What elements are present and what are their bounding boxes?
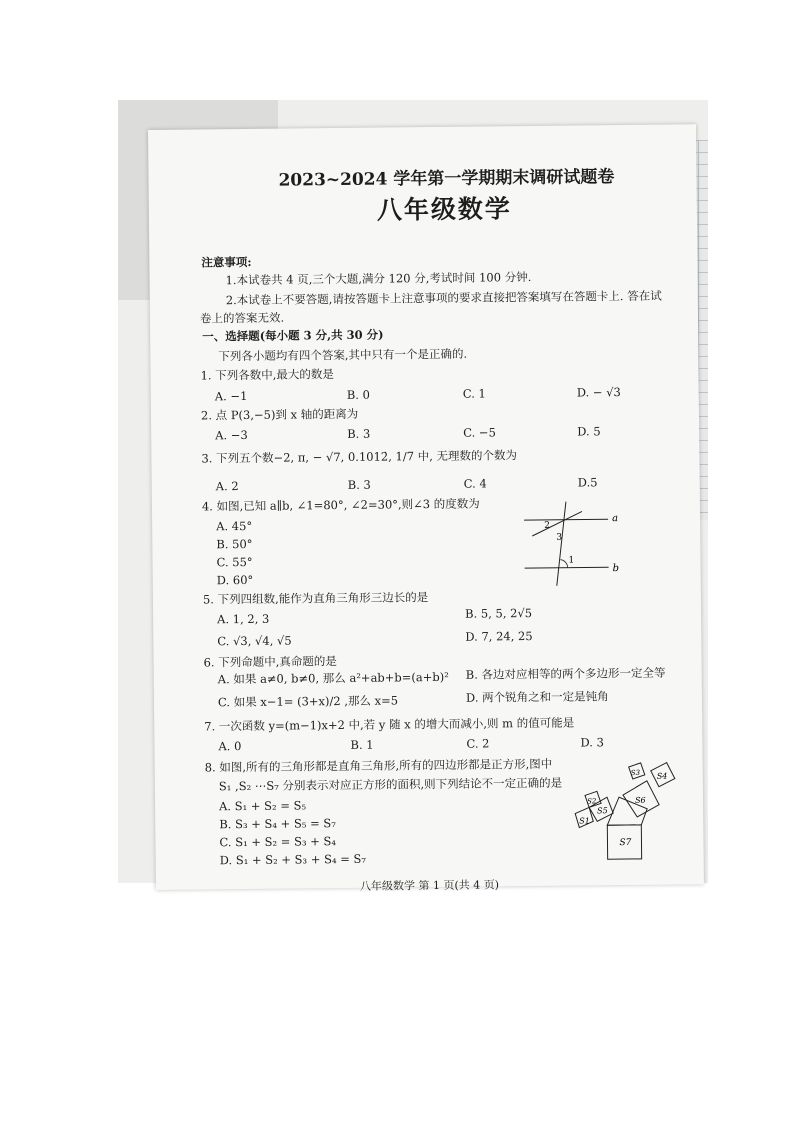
label-s5: S5 — [597, 806, 608, 816]
q7-option-d: D. 3 — [580, 735, 604, 750]
q3-option-a: A. 2 — [215, 479, 239, 494]
q8-stem-line-2: S₁ ,S₂ ⋯S₇ 分别表示对应正方形的面积,则下列结论不一定正确的是 — [218, 775, 563, 794]
label-s6: S6 — [635, 795, 646, 805]
angle-2-label: 2 — [544, 520, 550, 531]
page-footer: 八年级数学 第 1 页(共 4 页) — [359, 878, 500, 893]
q5-stem: 5. 下列四组数,能作为直角三角形三边长的是 — [202, 590, 429, 607]
angle-arc — [561, 560, 568, 568]
line-b — [525, 567, 609, 568]
q8-option-d: D. S₁ + S₂ + S₃ + S₄ = S₇ — [219, 851, 367, 868]
q1-stem: 1. 下列各数中,最大的数是 — [200, 367, 334, 383]
q7-option-a: A. 0 — [218, 739, 242, 754]
q7-option-b: B. 1 — [350, 737, 374, 752]
q2-option-c: C. −5 — [463, 425, 496, 440]
q6-option-d: D. 两个锐角之和一定是钝角 — [465, 689, 609, 705]
notice-heading: 注意事项: — [201, 254, 252, 270]
q5-option-d: D. 7, 24, 25 — [465, 629, 533, 644]
q7-stem: 7. 一次函数 y=(m−1)x+2 中,若 y 随 x 的增大而减小,则 m 的值可能是 — [204, 715, 575, 734]
label-s7: S7 — [619, 837, 632, 849]
q8-option-b: B. S₃ + S₄ + S₅ = S₇ — [219, 816, 336, 832]
angle-1-label: 1 — [568, 555, 575, 566]
q6-stem: 6. 下列命题中,真命题的是 — [203, 654, 337, 670]
q5-option-a: A. 1, 2, 3 — [217, 611, 270, 627]
q4-stem: 4. 如图,已知 a∥b, ∠1=80°, ∠2=30°,则∠3 的度数为 — [201, 496, 480, 514]
label-s4: S4 — [656, 771, 668, 781]
q2-option-d: D. 5 — [577, 424, 601, 439]
label-b: b — [612, 563, 620, 575]
parallel-lines-figure — [520, 497, 621, 588]
q7-option-c: C. 2 — [466, 736, 490, 751]
q5-option-b: B. 5, 5, 2√5 — [465, 606, 533, 621]
exam-title: 2023~2024 学年第一学期期末调研试题卷 — [278, 167, 615, 191]
q3-option-b: B. 3 — [347, 477, 371, 492]
q3-stem: 3. 下列五个数−2, π, − √7, 0.1012̇, 1/7 中, 无理数的个数为 — [201, 448, 518, 466]
q2-stem: 2. 点 P(3,−5)到 x 轴的距离为 — [200, 406, 359, 423]
section-heading: 一、选择题(每小题 3 分,共 30 分) — [202, 327, 384, 344]
q4-option-b: B. 50° — [216, 536, 253, 552]
q8-option-c: C. S₁ + S₂ = S₃ + S₄ — [219, 834, 337, 850]
q6-option-a: A. 如果 a≠0, b≠0, 那么 a²+ab+b=(a+b)² — [217, 669, 449, 687]
q6-option-c: C. 如果 x−1= (3+x)/2 ,那么 x=5 — [217, 693, 399, 710]
q2-option-b: B. 3 — [347, 426, 371, 441]
notice-item-3: 卷上的答案无效. — [199, 310, 285, 326]
section-intro: 下列各小题均有四个答案,其中只有一个是正确的. — [218, 346, 468, 364]
q8-stem-line-1: 8. 如图,所有的三角形都是直角三角形,所有的四边形都是正方形,图中 — [204, 756, 553, 775]
notice-item-2: 2.本试卷上不要答题,请按答题卡上注意事项的要求直接把答案填写在答题卡上. 答在试 — [225, 288, 662, 308]
q3-option-c: C. 4 — [463, 476, 487, 491]
q6-option-b: B. 各边对应相等的两个多边形一定全等 — [465, 665, 666, 682]
transversal-line — [556, 502, 567, 586]
q1-option-a: A. −1 — [214, 388, 248, 404]
q8-option-a: A. S₁ + S₂ = S₅ — [219, 798, 307, 814]
scan-background — [118, 100, 708, 893]
q4-option-d: D. 60° — [216, 572, 254, 588]
q1-option-c: C. 1 — [462, 386, 486, 401]
q4-option-c: C. 55° — [216, 554, 253, 570]
angle-3-label: 3 — [556, 532, 563, 543]
label-a: a — [612, 513, 619, 525]
exam-paper — [148, 124, 704, 893]
label-s1: S1 — [579, 816, 590, 826]
q2-option-a: A. −3 — [215, 427, 248, 443]
pythagoras-tree-figure — [567, 750, 698, 867]
exam-subject: 八年级数学 — [376, 194, 513, 225]
q4-option-a: A. 45° — [216, 518, 253, 534]
q5-option-c: C. √3, √4, √5 — [217, 633, 292, 649]
label-s2: S2 — [587, 797, 597, 806]
notice-item-1: 1.本试卷共 4 页,三个大题,满分 120 分,考试时间 100 分钟. — [225, 269, 532, 288]
q1-option-d: D. − √3 — [576, 385, 621, 400]
label-s3: S3 — [630, 768, 641, 777]
q3-option-d: D.5 — [577, 475, 598, 490]
q1-option-b: B. 0 — [346, 387, 370, 402]
